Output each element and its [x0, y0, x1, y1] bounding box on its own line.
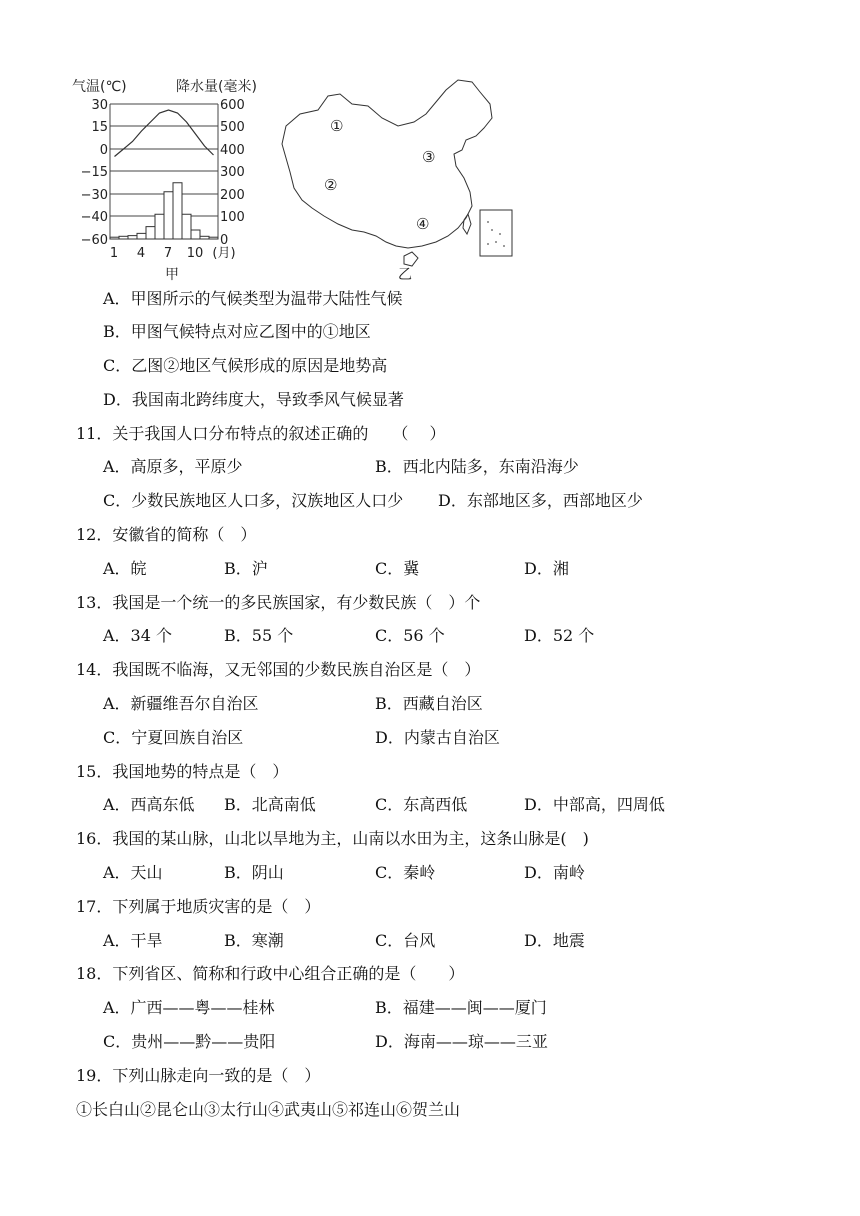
q18-stem: 18．下列省区、简称和行政中心组合正确的是（ ）	[76, 964, 465, 983]
q19-items: ①长白山②昆仑山③太行山④武夷山⑤祁连山⑥贺兰山	[76, 1100, 461, 1119]
map-caption: 乙	[398, 267, 412, 283]
precip-bar	[110, 237, 119, 239]
q18-option-d[interactable]: D．海南——琼——三亚	[375, 1032, 548, 1051]
marker-3: ③	[422, 148, 436, 166]
q13-option-c[interactable]: C．56 个	[375, 626, 445, 645]
q17-option-a[interactable]: A．干旱	[103, 931, 163, 950]
marker-2: ②	[324, 176, 338, 194]
q19-stem: 19．下列山脉走向一致的是（ ）	[76, 1066, 321, 1085]
q12-option-c[interactable]: C．冀	[375, 559, 420, 578]
precip-bar	[119, 236, 128, 239]
q16-option-d[interactable]: D．南岭	[524, 863, 585, 882]
precip-bars	[110, 183, 218, 239]
month-tick: 7	[163, 246, 173, 261]
q10-option-a[interactable]: A．甲图所示的气候类型为温带大陆性气候	[103, 289, 403, 308]
precip-bar	[173, 183, 182, 239]
q15-option-c[interactable]: C．东高西低	[375, 795, 468, 814]
china-map	[278, 74, 518, 286]
precip-tick: 0	[220, 233, 229, 248]
precip-bar	[128, 236, 137, 239]
q18-option-c[interactable]: C．贵州——黔——贵阳	[103, 1032, 276, 1051]
temp-tick: 30	[91, 98, 108, 113]
precip-bar	[191, 230, 200, 239]
precip-tick: 600	[220, 98, 245, 113]
precip-tick: 200	[220, 188, 245, 203]
temp-tick: −60	[80, 233, 108, 248]
q16-stem: 16．我国的某山脉，山北以旱地为主，山南以水田为主，这条山脉是( )	[76, 829, 589, 848]
q14-option-c[interactable]: C．宁夏回族自治区	[103, 728, 244, 747]
q15-option-d[interactable]: D．中部高，四周低	[524, 795, 665, 814]
precip-bar	[200, 236, 209, 239]
q11-option-b[interactable]: B．西北内陆多，东南沿海少	[375, 457, 579, 476]
temp-tick: 0	[99, 143, 108, 158]
south-sea-inset	[480, 210, 512, 256]
q12-option-b[interactable]: B．沪	[224, 559, 268, 578]
precip-bar	[137, 233, 146, 239]
precip-bar	[164, 192, 173, 239]
precip-tick-labels	[220, 98, 245, 248]
q12-option-d[interactable]: D．湘	[524, 559, 569, 578]
q13-option-b[interactable]: B．55 个	[224, 626, 294, 645]
month-tick-labels	[110, 246, 236, 261]
chart-caption: 甲	[165, 267, 179, 283]
inset-dots	[487, 221, 505, 247]
q10-option-d[interactable]: D．我国南北跨纬度大，导致季风气候显著	[103, 390, 404, 409]
q17-option-b[interactable]: B．寒潮	[224, 931, 284, 950]
precip-tick: 500	[220, 120, 245, 135]
q14-stem: 14．我国既不临海，又无邻国的少数民族自治区是（ ）	[76, 660, 481, 679]
precip-axis-label: 降水量(毫米)	[176, 79, 257, 95]
q14-option-a[interactable]: A．新疆维吾尔自治区	[103, 694, 259, 713]
marker-1: ①	[330, 117, 344, 135]
temp-tick: −30	[80, 188, 108, 203]
month-tick: 4	[136, 246, 146, 261]
precip-tick: 400	[220, 143, 245, 158]
map-markers	[324, 117, 435, 233]
q11-option-c[interactable]: C．少数民族地区人口多，汉族地区人口少	[103, 491, 404, 510]
month-tick: (月)	[212, 246, 236, 261]
precip-tick: 300	[220, 165, 245, 180]
q16-option-b[interactable]: B．阴山	[224, 863, 284, 882]
q17-stem: 17．下列属于地质灾害的是（ ）	[76, 897, 321, 916]
precip-tick: 100	[220, 210, 245, 225]
q12-stem: 12．安徽省的简称（ ）	[76, 525, 257, 544]
q15-stem: 15．我国地势的特点是（ ）	[76, 762, 289, 781]
map-outline	[282, 80, 492, 248]
q15-option-b[interactable]: B．北高南低	[224, 795, 316, 814]
q18-option-b[interactable]: B．福建——闽——厦门	[375, 998, 547, 1017]
q13-option-a[interactable]: A．34 个	[103, 626, 173, 645]
temp-tick: −15	[80, 165, 108, 180]
temp-tick: 15	[91, 120, 108, 135]
precip-bar	[182, 214, 191, 239]
q16-option-a[interactable]: A．天山	[103, 863, 163, 882]
q17-option-d[interactable]: D．地震	[524, 931, 585, 950]
q11-option-d[interactable]: D．东部地区多，西部地区少	[438, 491, 643, 510]
q10-option-b[interactable]: B．甲图气候特点对应乙图中的①地区	[103, 322, 371, 341]
q16-option-c[interactable]: C．秦岭	[375, 863, 436, 882]
month-tick: 1	[109, 246, 119, 261]
q12-option-a[interactable]: A．皖	[103, 559, 147, 578]
temp-curve	[115, 110, 214, 157]
q14-option-d[interactable]: D．内蒙古自治区	[375, 728, 500, 747]
q13-stem: 13．我国是一个统一的多民族国家，有少数民族（ ）个	[76, 593, 481, 612]
q18-option-a[interactable]: A．广西——粤——桂林	[103, 998, 275, 1017]
temp-tick-labels	[81, 98, 108, 248]
climate-chart	[70, 74, 270, 284]
precip-bar	[209, 237, 218, 239]
month-tick: 10	[186, 246, 204, 261]
q15-option-a[interactable]: A．西高东低	[103, 795, 195, 814]
q10-option-c[interactable]: C．乙图②地区气候形成的原因是地势高	[103, 356, 388, 375]
marker-4: ④	[416, 215, 430, 233]
q11-stem: 11．关于我国人口分布特点的叙述正确的 （ ）	[76, 424, 446, 443]
q13-option-d[interactable]: D．52 个	[524, 626, 595, 645]
precip-bar	[146, 227, 155, 239]
q14-option-b[interactable]: B．西藏自治区	[375, 694, 483, 713]
q17-option-c[interactable]: C．台风	[375, 931, 436, 950]
island-hainan	[404, 252, 418, 266]
precip-bar	[155, 214, 164, 239]
temp-tick: −40	[80, 210, 108, 225]
q11-option-a[interactable]: A．高原多，平原少	[103, 457, 243, 476]
temp-axis-label: 气温(℃)	[72, 79, 127, 95]
